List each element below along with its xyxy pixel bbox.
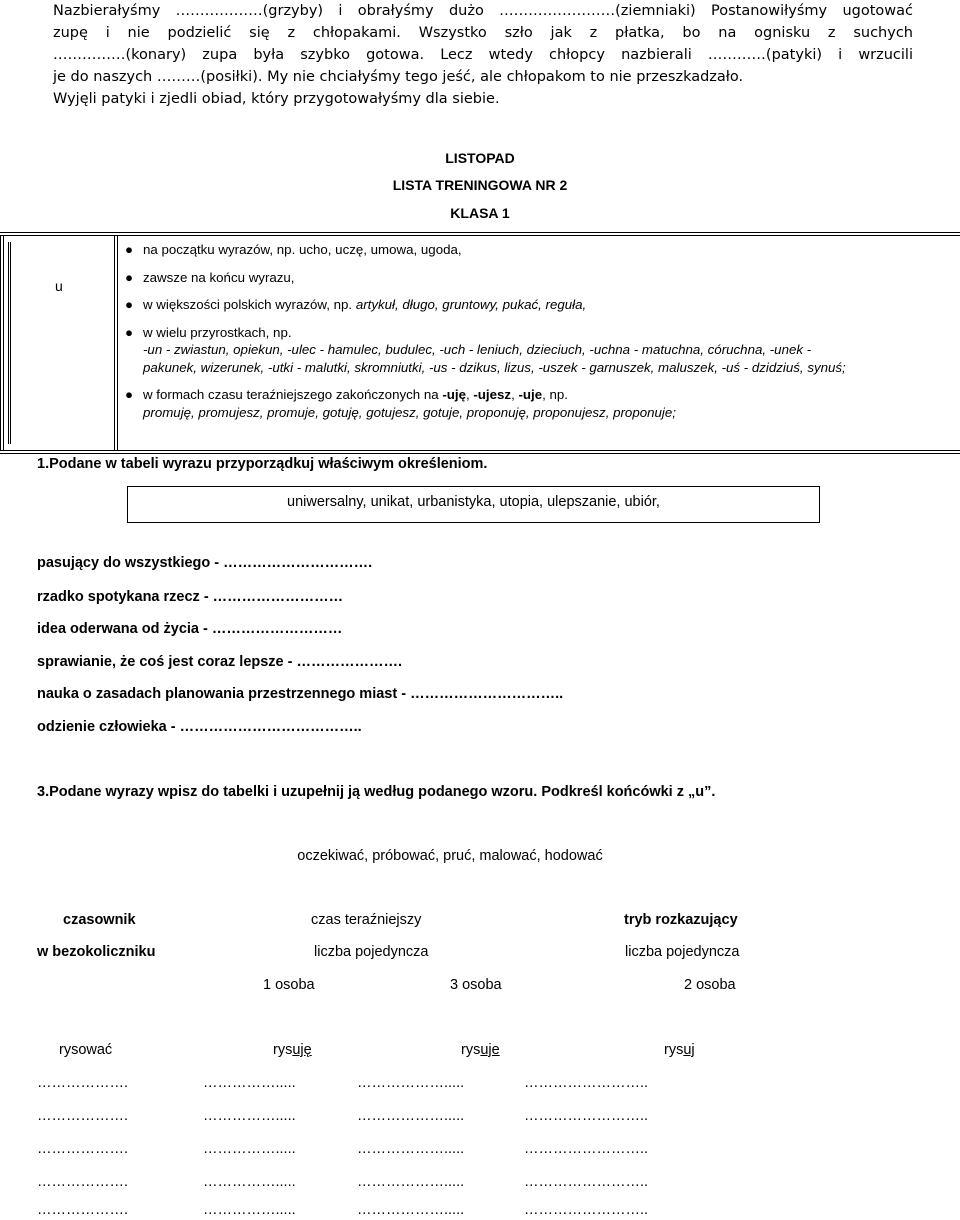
column-header-present: czas teraźniejszy (311, 912, 422, 928)
story-line: Nazbierałyśmy ………………(grzyby) i obrałyśmy dużo ……………………(ziemniaki) Postanowiłyśmy ugotować (53, 3, 913, 19)
blank-cell[interactable]: ………………. (37, 1108, 129, 1124)
definition-line[interactable]: pasujący do wszystkiego - …………………………. (37, 555, 373, 571)
blank-cell[interactable]: ………………..... (357, 1075, 465, 1091)
frame-border-left (0, 236, 4, 450)
story-line: Wyjęli patyki i zjedli obiad, który przygotowałyśmy dla siebie. (53, 91, 500, 107)
definition-line[interactable]: odzienie człowieka - ……………………………….. (37, 719, 362, 735)
blank-cell[interactable]: ………………..... (357, 1174, 465, 1190)
frame-column-divider (114, 236, 118, 450)
column-header-person-2: 2 osoba (684, 977, 736, 993)
rule-item: ● w formach czasu teraźniejszego zakończonych na -uję, -ujesz, -uje, np. promuję, promujesz, promuje, gotuję, gotujesz, gotuje, proponuję, proponujesz, proponuje; (125, 387, 676, 420)
definition-line[interactable]: sprawianie, że coś jest coraz lepsze - …………………. (37, 654, 403, 670)
blank-cell[interactable]: ………………..... (357, 1108, 465, 1124)
story-line: zupę i nie podzielić się z chłopakami. Wszystko szło jak z płatka, bo na ognisku z suchych (53, 25, 913, 41)
example-infinitive: rysować (59, 1042, 113, 1058)
blank-cell[interactable]: …………………….. (524, 1202, 649, 1218)
column-header-person-1: 1 osoba (263, 977, 315, 993)
month-heading: LISTOPAD (445, 150, 515, 166)
example-first-person: rysuję (273, 1042, 312, 1058)
blank-cell[interactable]: …………………….. (524, 1141, 649, 1157)
rule-item: ● zawsze na końcu wyrazu, (125, 269, 295, 285)
blank-cell[interactable]: ……………..... (203, 1202, 296, 1218)
blank-cell[interactable]: ……………..... (203, 1075, 296, 1091)
rules-frame (0, 232, 960, 454)
definition-line[interactable]: rzadko spotykana rzecz - ……………………… (37, 589, 344, 605)
blank-cell[interactable]: ……………..... (203, 1141, 296, 1157)
task1-title: 1.Podane w tabeli wyrazu przyporządkuj właściwym określeniom. (37, 456, 488, 472)
bullet-icon: ● (125, 324, 134, 340)
story-line: ……………(konary) zupa była szybko gotowa. Lecz wtedy chłopcy nazbierali …………(patyki) i wrzucili (53, 47, 913, 63)
task3-title: 3.Podane wyrazy wpisz do tabelki i uzupełnij ją według podanego wzoru. Podkreśl końcówki z „u”. (37, 784, 716, 800)
story-paragraph (53, 0, 913, 110)
rule-item: ● w wielu przyrostkach, np. -un - zwiastun, opiekun, -ulec - hamulec, budulec, -uch - leniuch, dzieciuch, -uchna - matuchna, córuchna, -unek - pakunek, wizerunek, -utki - malutki, skromniutki, -us - dzikus, lizus, -uszek - garnuszek, maluszek, -uś - dzidziuś, synuś; (125, 324, 846, 375)
blank-cell[interactable]: ………………..... (357, 1202, 465, 1218)
blank-cell[interactable]: ………………. (37, 1141, 129, 1157)
blank-cell[interactable]: …………………….. (524, 1108, 649, 1124)
task3-word-list: oczekiwać, próbować, pruć, malować, hodować (297, 848, 603, 864)
story-line: je do naszych ………(posiłki). My nie chciałyśmy tego jeść, ale chłopakom to nie przeszkadzało. (53, 69, 744, 85)
frame-border-inner (8, 242, 11, 444)
bullet-icon: ● (125, 387, 134, 402)
blank-cell[interactable]: ……………..... (203, 1174, 296, 1190)
example-imperative: rysuj (664, 1042, 695, 1058)
bullet-icon: ● (125, 297, 134, 312)
column-header-person-3: 3 osoba (450, 977, 502, 993)
blank-cell[interactable]: ………………. (37, 1075, 129, 1091)
rule-item: ● na początku wyrazów, np. ucho, uczę, umowa, ugoda, (125, 242, 462, 257)
blank-cell[interactable]: ……………..... (203, 1108, 296, 1124)
bullet-icon: ● (125, 242, 134, 257)
definition-line[interactable]: idea oderwana od życia - ……………………… (37, 621, 343, 637)
rule-item: ● w większości polskich wyrazów, np. artykuł, długo, gruntowy, pukać, reguła, (125, 297, 587, 312)
definition-line[interactable]: nauka o zasadach planowania przestrzennego miast - ………………………….. (37, 686, 564, 702)
column-header-infinitive: w bezokoliczniku (37, 944, 156, 960)
rules-list (125, 241, 955, 431)
blank-cell[interactable]: ………………. (37, 1174, 129, 1190)
blank-cell[interactable]: …………………….. (524, 1174, 649, 1190)
blank-cell[interactable]: …………………….. (524, 1075, 649, 1091)
bullet-icon: ● (125, 269, 134, 285)
blank-cell[interactable]: ………………..... (357, 1141, 465, 1157)
class-heading: KLASA 1 (450, 205, 510, 221)
column-header-singular: liczba pojedyncza (625, 944, 740, 960)
rule-letter: u (55, 278, 63, 294)
blank-cell[interactable]: ………………. (37, 1202, 129, 1218)
column-header-imperative: tryb rozkazujący (624, 912, 738, 928)
list-heading: LISTA TRENINGOWA NR 2 (392, 177, 568, 193)
column-header-singular: liczba pojedyncza (314, 944, 429, 960)
column-header-verb: czasownik (63, 912, 136, 928)
task1-word-box: uniwersalny, unikat, urbanistyka, utopia, ulepszanie, ubiór, (127, 486, 820, 523)
example-third-person: rysuje (461, 1042, 500, 1058)
